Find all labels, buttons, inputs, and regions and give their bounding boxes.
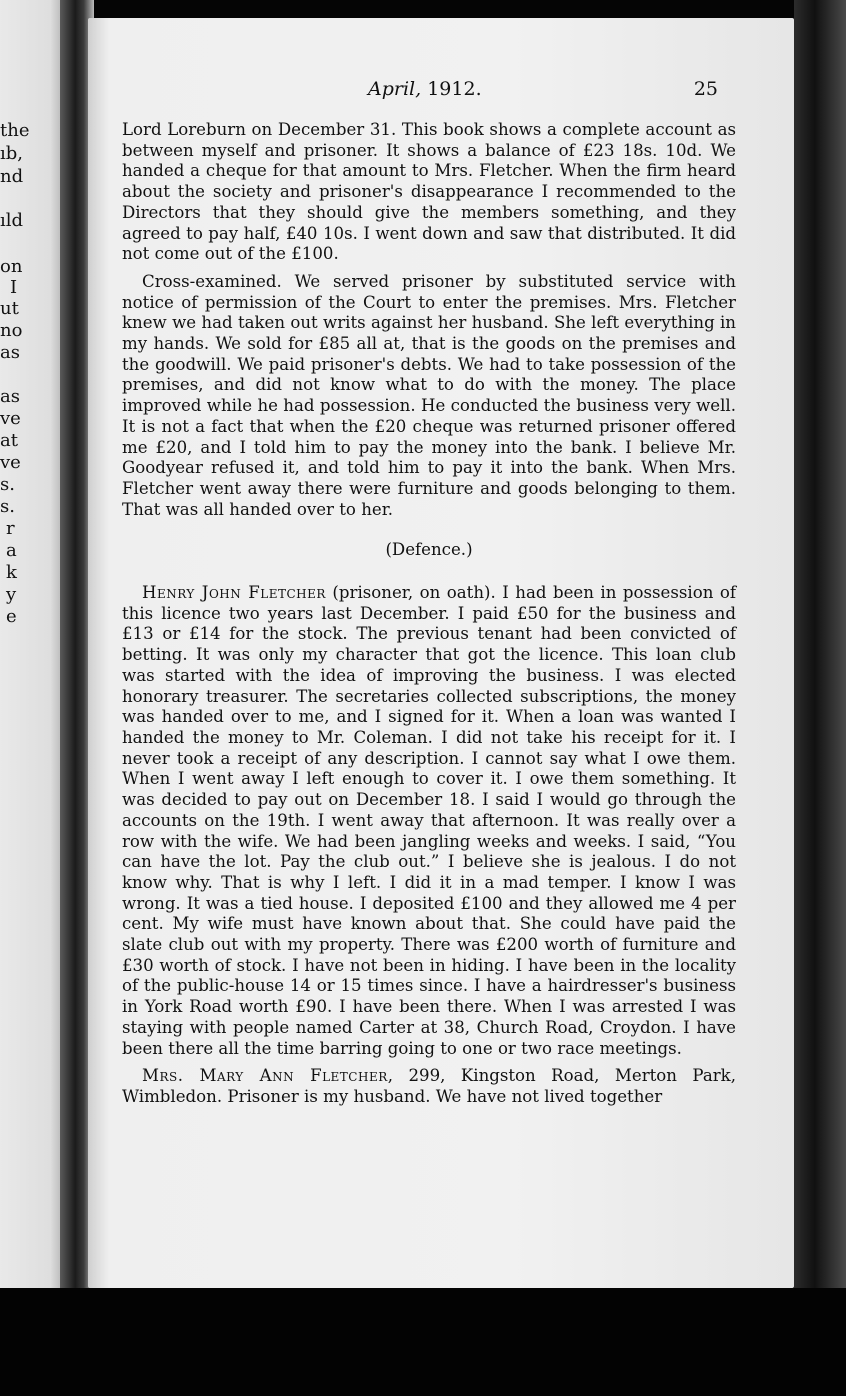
left-page-fragment: the bbox=[0, 120, 30, 141]
left-page-fragment: no bbox=[0, 320, 23, 341]
left-page-fragment: r bbox=[6, 518, 15, 539]
left-page-fragment: at bbox=[0, 430, 18, 451]
page-right-edge bbox=[794, 0, 846, 1396]
left-page-fragment: k bbox=[6, 562, 17, 583]
running-header bbox=[88, 78, 794, 108]
left-page-fragment: s. bbox=[0, 474, 15, 495]
left-page-fragment: y bbox=[6, 584, 17, 605]
left-page-fragment: a bbox=[6, 540, 17, 561]
left-page-fragment: s. bbox=[0, 496, 15, 517]
paragraph-prisoner-testimony bbox=[122, 583, 736, 1059]
left-page-fragment: ve bbox=[0, 452, 21, 473]
header-month: April, bbox=[368, 78, 422, 100]
left-page-fragment: ve bbox=[0, 408, 21, 429]
section-heading-defence: (Defence.) bbox=[385, 540, 473, 560]
witness-name: Henry John Fletcher bbox=[142, 583, 326, 603]
paragraph-testimony-continued: Lord Loreburn on December 31. This book shows a complete account as between myself and prisoner. It shows a balance of £23 18s. 10d. We handed a cheque for that amount to Mrs. Fletcher. When the firm heard about the society and prisoner's disappearance I recommended to the Directors that they should give the members something, and they agreed to pay half, £40 10s. I went down and saw that distributed. It did not come out of the £100. bbox=[122, 120, 736, 264]
header-year: 1912. bbox=[427, 78, 482, 100]
left-page-fragment: as bbox=[0, 386, 20, 407]
book-page bbox=[88, 18, 794, 1288]
left-page-fragment: ut bbox=[0, 298, 19, 319]
left-page-fragment: ıb, bbox=[0, 143, 24, 164]
left-page-fragment: as bbox=[0, 342, 20, 363]
left-page-fragment: e bbox=[6, 606, 17, 627]
paragraph-text: (prisoner, on oath). I had been in possession of this licence two years last December. I paid £50 for the business and £13 or £14 for the stock. The previous tenant had been convicted of betting. It was only my character that got the licence. This loan club was started with the idea of improving the business. I was elected honorary treasurer. The secretaries collected subscriptions, the money was handed over to me, and I signed for it. When a loan was wanted I handed the money to Mr. Coleman. I did not take his receipt for it. I never took a receipt of any description. I cannot say what I owe them. When I went away I left enough to cover it. I owe them something. It was decided to pay out on December 18. I said I would go through the accounts on the 19th. I went away that afternoon. It was really over a row with the wife. We had been jangling weeks and weeks. I said, “You can have the lot. Pay the club out.” I believe she is jealous. I do not know why. That is why I left. I did it in a mad temper. I know I was wrong. It was a tied house. I deposited £100 and they allowed me 4 per cent. My wife must have known about that. She could have paid the slate club out with my property. There was £200 worth of furniture and £30 worth of stock. I have not been in hiding. I have been in the locality of the public-house 14 or 15 times since. I have a hairdresser's business in York Road worth £90. I have been there. When I was arrested I was staying with people named Carter at 38, Church Road, Croydon. I have been there all the time barring going to one or two race meetings. bbox=[122, 583, 736, 1058]
left-page-fragment: ıld bbox=[0, 210, 24, 231]
left-page-fragment: nd bbox=[0, 166, 24, 187]
left-page-fragment: I bbox=[10, 277, 18, 298]
header-date bbox=[368, 78, 482, 100]
page-number: 25 bbox=[693, 78, 718, 100]
paragraph-cross-examined: Cross-examined. We served prisoner by substituted service with notice of permission of the Court to enter the premises. Mrs. Fletcher knew we had taken out writs against her husband. She left everything in my hands. We sold for £85 all at, that is the goods on the premises and the goodwill. We paid prisoner's debts. We had to take possession of the premises, and did not know what to do with the money. The place improved while he had possession. He conducted the business very well. It is not a fact that when the £20 cheque was returned prisoner offered me £20, and I told him to pay the money into the bank. I believe Mr. Goodyear refused it, and told him to pay it into the bank. When Mrs. Fletcher went away there were furniture and goods belonging to them. That was all handed over to her. bbox=[122, 271, 736, 519]
paragraph-text: , 299, Kingston Road, Merton Park, Wimbledon. Prisoner is my husband. We have not lived together bbox=[122, 1066, 736, 1106]
page-body bbox=[122, 120, 736, 1115]
paragraph-wife-testimony bbox=[122, 1066, 736, 1107]
page-bottom-edge bbox=[0, 1288, 846, 1396]
witness-name: Mrs. Mary Ann Fletcher bbox=[142, 1066, 388, 1086]
left-page-fragment: on bbox=[0, 256, 23, 277]
